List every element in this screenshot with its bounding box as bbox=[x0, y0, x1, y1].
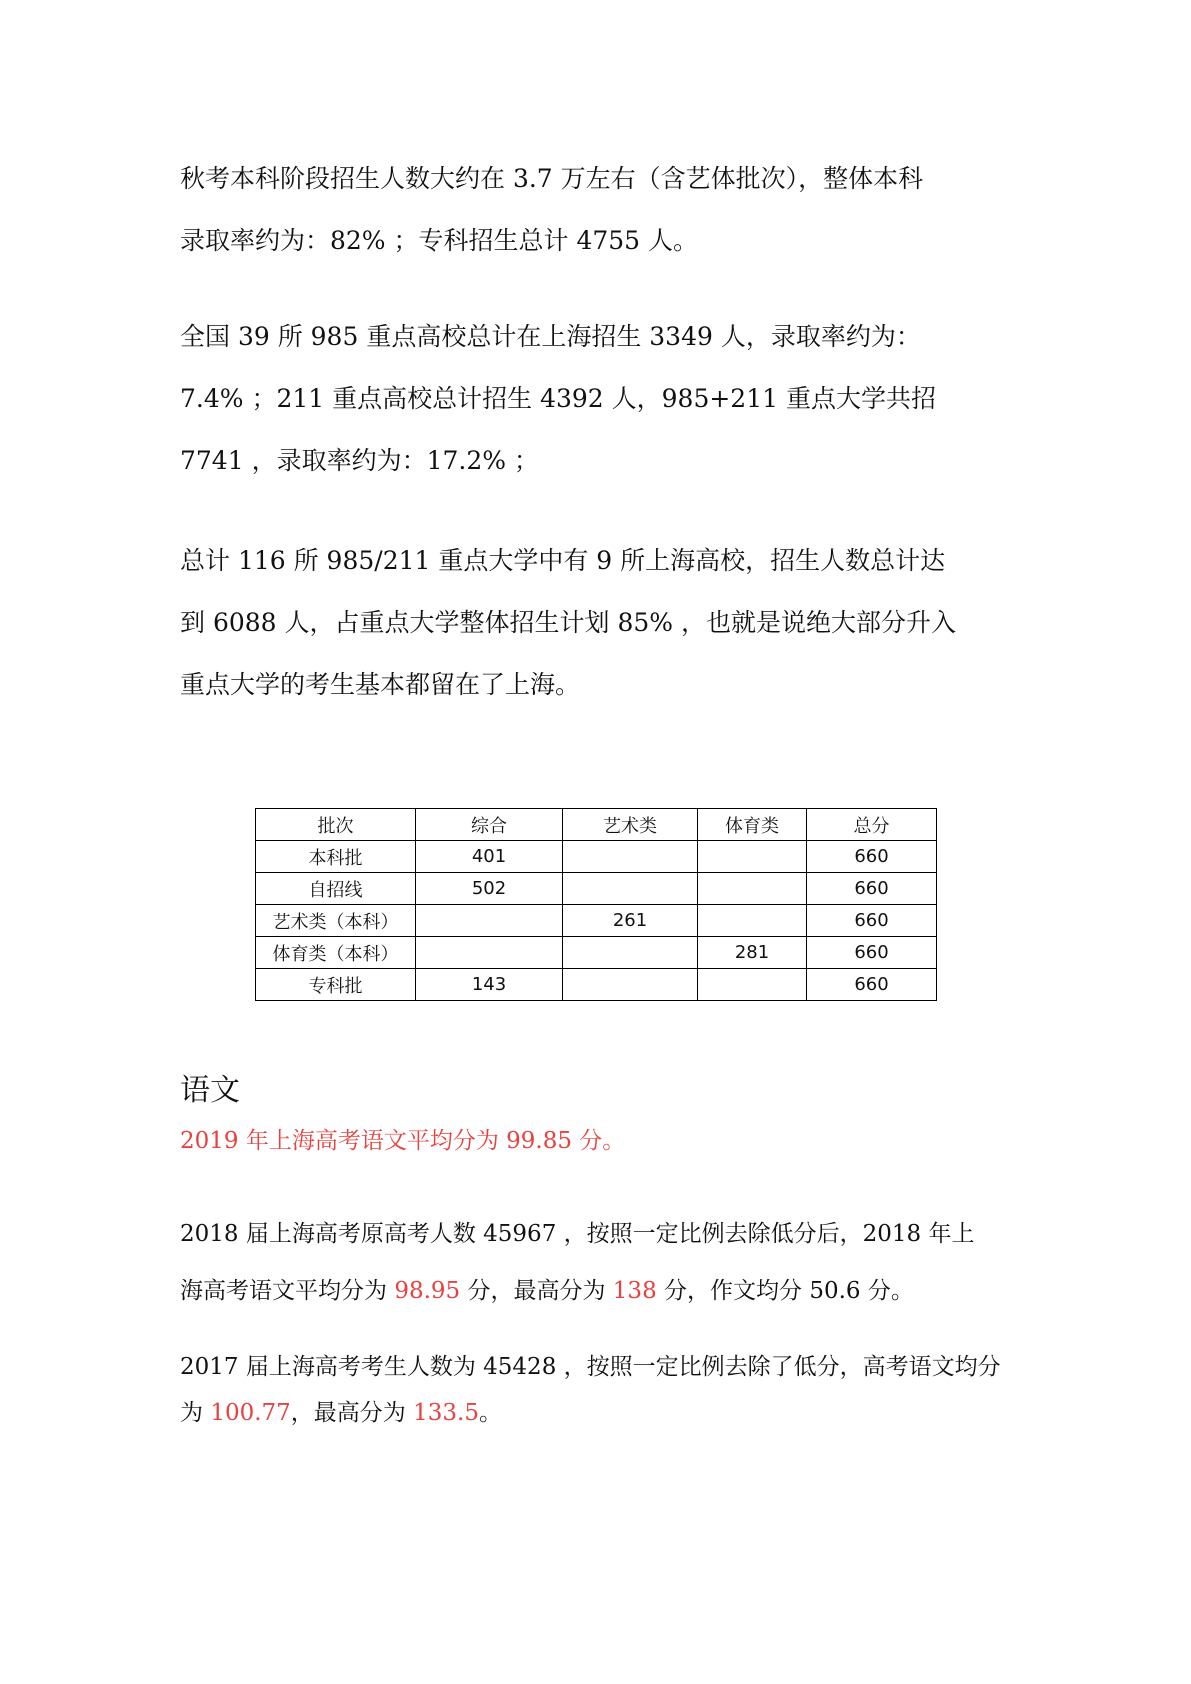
table-cell bbox=[698, 969, 807, 1001]
table-cell: 261 bbox=[563, 905, 698, 937]
text-line bbox=[180, 1390, 1020, 1436]
text-line: 到 6088 人，占重点大学整体招生计划 85% ，也就是说绝大部分升入 bbox=[180, 608, 956, 637]
header-cell-batch: 批次 bbox=[256, 809, 416, 841]
text-line: 全国 39 所 985 重点高校总计在上海招生 3349 人，录取率约为： bbox=[180, 322, 921, 351]
table-cell: 660 bbox=[807, 937, 937, 969]
table-cell: 660 bbox=[807, 841, 937, 873]
paragraph-985-211 bbox=[180, 306, 1020, 492]
header-cell-sports: 体育类 bbox=[698, 809, 807, 841]
table-cell bbox=[416, 937, 563, 969]
section-heading-chinese: 语文 bbox=[180, 1073, 240, 1108]
table-cell bbox=[698, 905, 807, 937]
table-row bbox=[256, 969, 937, 1001]
table-cell: 660 bbox=[807, 873, 937, 905]
average-score-2018: 98.95 bbox=[394, 1278, 461, 1304]
table-cell bbox=[698, 841, 807, 873]
score-line-table bbox=[255, 808, 937, 1001]
table-cell bbox=[563, 937, 698, 969]
text-line: 2018 届上海高考原高考人数 45967 ，按照一定比例去除低分后，2018 年上 bbox=[180, 1221, 975, 1247]
table-cell: 660 bbox=[807, 905, 937, 937]
text-line: 秋考本科阶段招生人数大约在 3.7 万左右（含艺体批次），整体本科 bbox=[180, 164, 924, 193]
text-line: 重点大学的考生基本都留在了上海。 bbox=[180, 670, 581, 699]
table-row bbox=[256, 873, 937, 905]
table-cell: 401 bbox=[416, 841, 563, 873]
table-cell: 自招线 bbox=[256, 873, 416, 905]
paragraph-2017 bbox=[180, 1344, 1020, 1436]
text-segment: 分，作文均分 50.6 分。 bbox=[656, 1278, 914, 1304]
text-segment: ，最高分为 bbox=[290, 1400, 414, 1426]
text-line: 录取率约为：82% ；专科招生总计 4755 人。 bbox=[180, 226, 699, 255]
text-segment: 分，最高分为 bbox=[460, 1278, 613, 1304]
text-segment: 海高考语文平均分为 bbox=[180, 1278, 395, 1304]
table-header-row bbox=[256, 809, 937, 841]
header-cell-total: 总分 bbox=[807, 809, 937, 841]
table-cell bbox=[698, 873, 807, 905]
text-line: 2017 届上海高考考生人数为 45428 ，按照一定比例去除了低分，高考语文均分 bbox=[180, 1354, 1001, 1380]
header-cell-general: 综合 bbox=[416, 809, 563, 841]
paragraph-shanghai-universities bbox=[180, 530, 1020, 716]
text-line: 7741 ，录取率约为：17.2% ； bbox=[180, 446, 539, 475]
paragraph-2018 bbox=[180, 1206, 1020, 1320]
table-cell: 143 bbox=[416, 969, 563, 1001]
text-segment: 为 bbox=[180, 1400, 211, 1426]
table-row bbox=[256, 905, 937, 937]
table-cell: 660 bbox=[807, 969, 937, 1001]
table-cell bbox=[416, 905, 563, 937]
table-cell: 281 bbox=[698, 937, 807, 969]
table-cell bbox=[563, 873, 698, 905]
table-cell bbox=[563, 969, 698, 1001]
table-row bbox=[256, 841, 937, 873]
table-cell: 专科批 bbox=[256, 969, 416, 1001]
table-row bbox=[256, 937, 937, 969]
paragraph-admissions-overview bbox=[180, 148, 1020, 272]
table-cell: 502 bbox=[416, 873, 563, 905]
text-segment: 。 bbox=[478, 1400, 502, 1426]
text-line: 总计 116 所 985/211 重点大学中有 9 所上海高校，招生人数总计达 bbox=[180, 546, 946, 575]
max-score-2017: 133.5 bbox=[413, 1400, 479, 1426]
average-score-2017: 100.77 bbox=[210, 1400, 291, 1426]
table-cell: 艺术类（本科） bbox=[256, 905, 416, 937]
table-cell: 本科批 bbox=[256, 841, 416, 873]
table-cell: 体育类（本科） bbox=[256, 937, 416, 969]
table-cell bbox=[563, 841, 698, 873]
text-line: 7.4% ；211 重点高校总计招生 4392 人，985+211 重点大学共招 bbox=[180, 384, 936, 413]
header-cell-art: 艺术类 bbox=[563, 809, 698, 841]
text-line bbox=[180, 1263, 1020, 1320]
max-score-2018: 138 bbox=[612, 1278, 657, 1304]
highlight-2019-average: 2019 年上海高考语文平均分为 99.85 分。 bbox=[180, 1128, 626, 1154]
